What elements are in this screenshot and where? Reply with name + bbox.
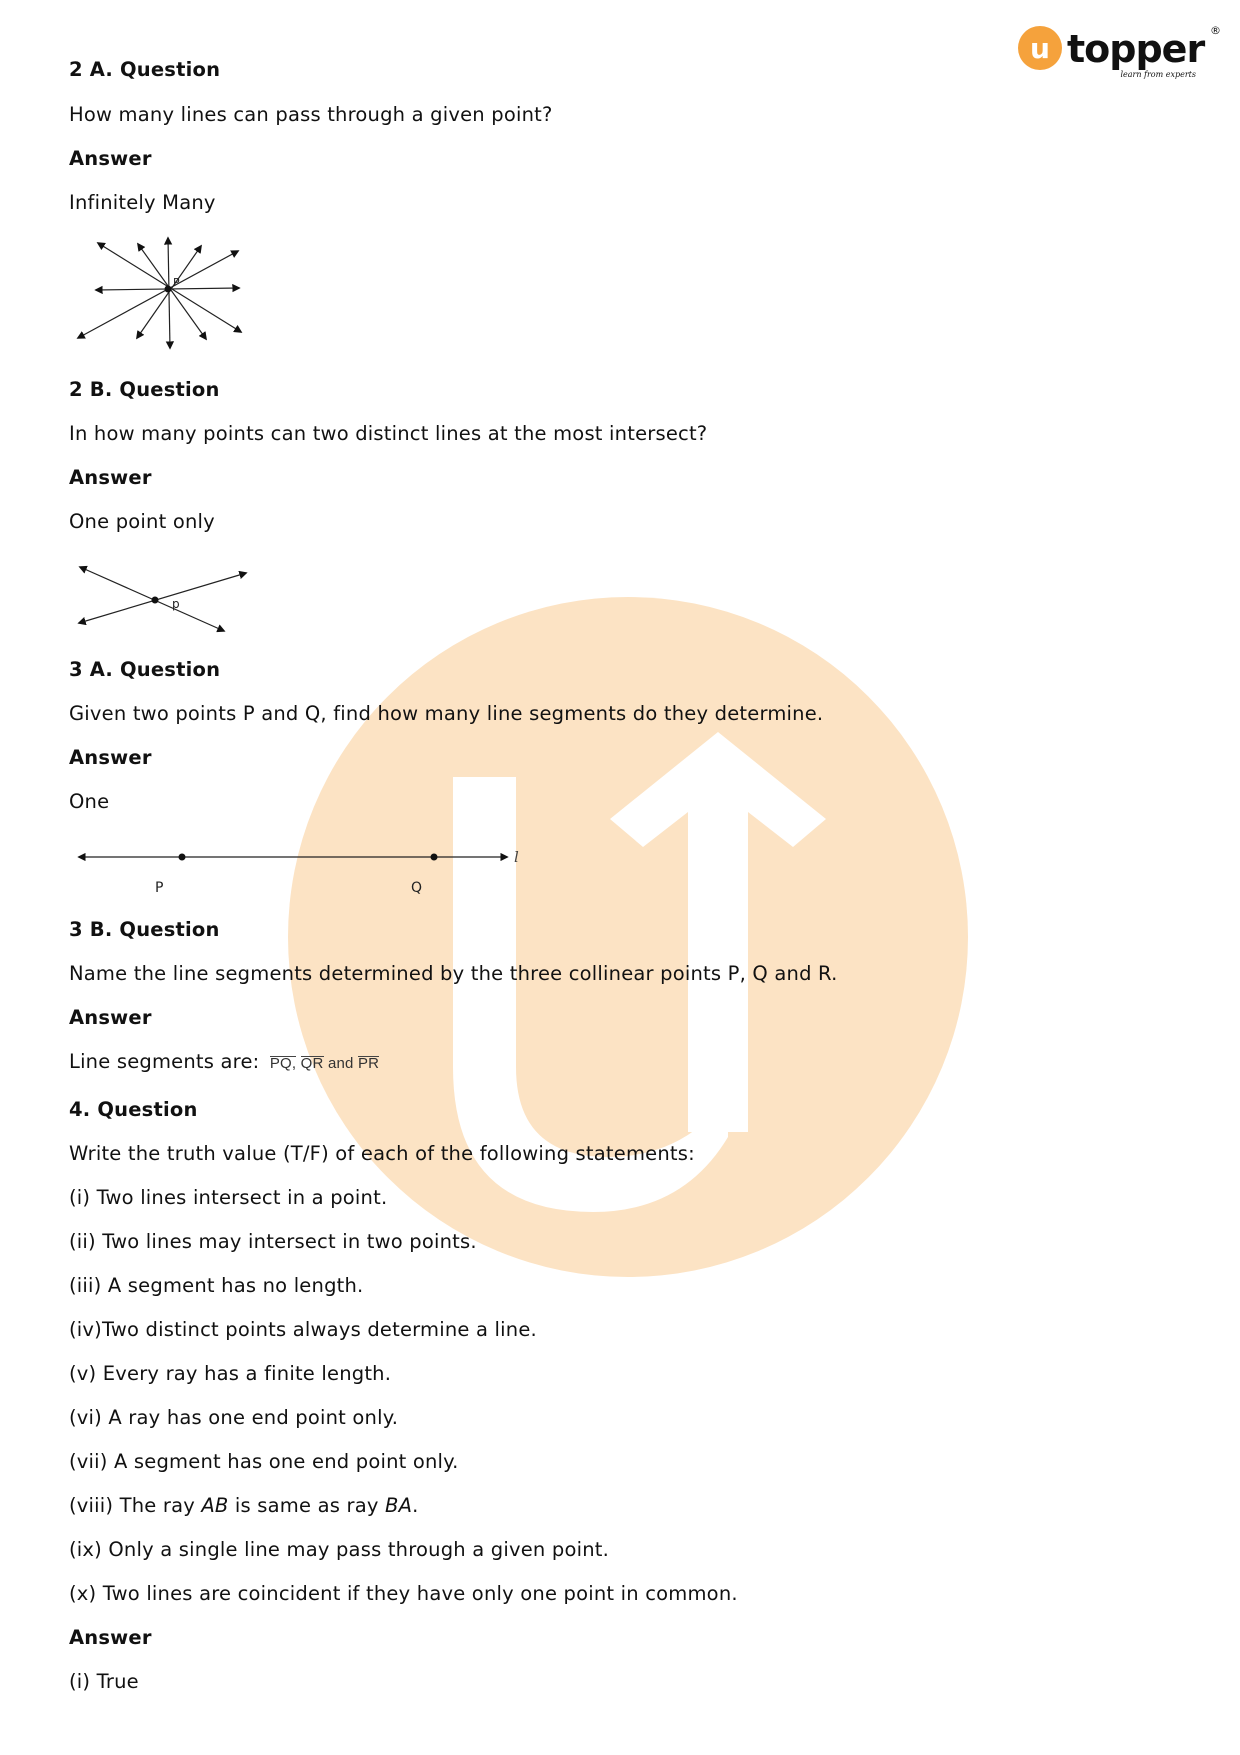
q4-statement-viii: [69, 1494, 419, 1517]
brand-tagline: learn from experts: [1120, 70, 1196, 79]
q3a-point-p-label: P: [155, 880, 164, 896]
q4-viii-end: .: [412, 1494, 419, 1517]
q4-viii-ray-ba: BA: [385, 1494, 413, 1517]
q2b-heading: 2 B. Question: [69, 378, 220, 401]
q2b-point-label: p: [172, 597, 180, 611]
q2b-answer-label: Answer: [69, 466, 152, 489]
q2a-line-2: [138, 244, 206, 339]
q3b-answer-label: Answer: [69, 1006, 152, 1029]
segment-qr: QR: [300, 1055, 324, 1072]
q3a-answer: One: [69, 790, 110, 813]
q4-statement: (i) Two lines intersect in a point.: [69, 1186, 388, 1209]
q3a-heading: 3 A. Question: [69, 658, 221, 681]
q3a-line-label: l: [514, 848, 519, 866]
q2b-question: In how many points can two distinct lines at the most intersect?: [69, 422, 708, 445]
q4-statement: (vi) A ray has one end point only.: [69, 1406, 399, 1429]
brand-logo: [1018, 22, 1221, 84]
q2a-line-5: [78, 251, 238, 338]
segment-pq: PQ,: [269, 1055, 297, 1072]
q4-statement: (ix) Only a single line may pass through a given point.: [69, 1538, 610, 1561]
q4-answer-first: (i) True: [69, 1670, 139, 1693]
q2b-answer: One point only: [69, 510, 215, 533]
q2b-figure-intersecting-lines: [69, 560, 259, 640]
q3b-answer-prefix: Line segments are:: [69, 1050, 260, 1073]
q2a-point-dot: [165, 286, 172, 293]
q4-statement: (vii) A segment has one end point only.: [69, 1450, 459, 1473]
q3b-answer: [69, 1050, 379, 1073]
q4-statement: (v) Every ray has a finite length.: [69, 1362, 392, 1385]
q3b-question: Name the line segments determined by the three collinear points P, Q and R.: [69, 962, 838, 985]
q4-prompt: Write the truth value (T/F) of each of the following statements:: [69, 1142, 695, 1165]
segment-pr: PR: [357, 1055, 380, 1072]
q4-heading: 4. Question: [69, 1098, 198, 1121]
q2a-point-label: P: [173, 276, 180, 289]
q2b-point-dot: [152, 597, 159, 604]
q3a-question: Given two points P and Q, find how many line segments do they determine.: [69, 702, 824, 725]
q4-viii-mid: is same as ray: [234, 1494, 379, 1517]
q3a-answer-label: Answer: [69, 746, 152, 769]
watermark-logo: [288, 597, 968, 1277]
q2a-answer: Infinitely Many: [69, 191, 216, 214]
registered-mark: ®: [1210, 24, 1221, 37]
q4-statement: (iv)Two distinct points always determine a line.: [69, 1318, 537, 1341]
q2a-question: How many lines can pass through a given point?: [69, 103, 553, 126]
brand-name: topper: [1067, 27, 1205, 71]
q3a-point-q-label: Q: [411, 880, 423, 896]
q3a-figure-line-pq: [69, 835, 529, 900]
q4-viii-prefix: (viii) The ray: [69, 1494, 195, 1517]
q4-statement: (ii) Two lines may intersect in two points.: [69, 1230, 477, 1253]
q2a-figure-concurrent-lines: [69, 232, 259, 352]
q3a-point-q-dot: [431, 854, 438, 861]
segment-and: and: [327, 1055, 354, 1072]
q3a-point-p-dot: [179, 854, 186, 861]
q2b-line-2: [79, 573, 246, 623]
q2a-answer-label: Answer: [69, 147, 152, 170]
q3b-heading: 3 B. Question: [69, 918, 220, 941]
q2a-heading: 2 A. Question: [69, 58, 221, 81]
q4-statement: (iii) A segment has no length.: [69, 1274, 364, 1297]
brand-logo-graphic: [1018, 22, 1221, 84]
q3b-segment-list: [270, 1055, 379, 1072]
q4-viii-ray-ab: AB: [201, 1494, 229, 1517]
q4-statement: (x) Two lines are coincident if they have only one point in common.: [69, 1582, 738, 1605]
brand-logo-glyph: u: [1030, 32, 1050, 65]
q4-answer-label: Answer: [69, 1626, 152, 1649]
